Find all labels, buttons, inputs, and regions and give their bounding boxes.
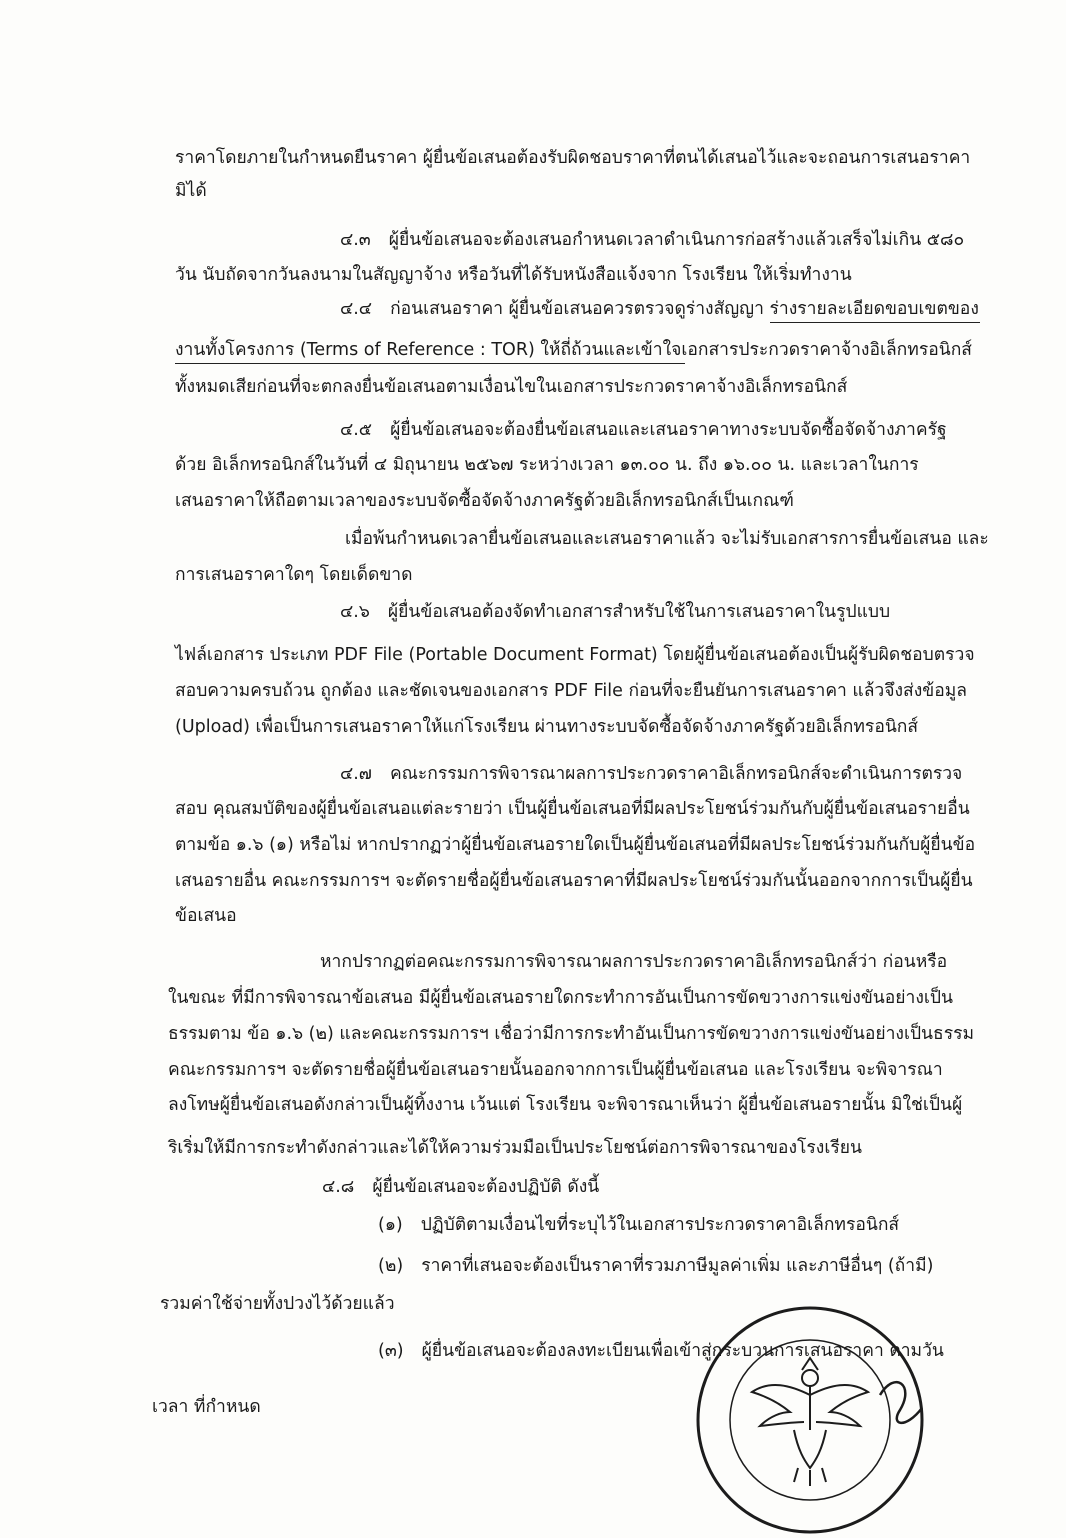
text-line: การเสนอราคาใดๆ โดยเด็ดขาด: [175, 565, 413, 585]
text-line: วัน นับถัดจากวันลงนามในสัญญาจ้าง หรือวันที่ได้รับหนังสือแจ้งจาก โรงเรียน ให้เริ่มทำงาน: [175, 265, 852, 285]
text-line: ผู้ยื่นข้อเสนอจะต้องปฏิบัติ ดังนี้: [372, 1177, 600, 1197]
text-line: ในขณะ ที่มีการพิจารณาข้อเสนอ มีผู้ยื่นข้อเสนอรายใดกระทำการอันเป็นการขัดขวางการแข่งขันอย่างเป็น: [168, 988, 953, 1008]
text-line: มิได้: [175, 181, 207, 201]
clause-4-7: [340, 762, 962, 786]
text-line: ลงโทษผู้ยื่นข้อเสนอดังกล่าวเป็นผู้ทิ้งงาน เว้นแต่ โรงเรียน จะพิจารณาเห็นว่า ผู้ยื่นข้อเสนอรายนั้น มิใช่เป็นผู้: [168, 1095, 963, 1115]
text-line: ผู้ยื่นข้อเสนอจะต้องยื่นข้อเสนอและเสนอราคาทางระบบจัดซื้อจัดจ้างภาครัฐ: [390, 420, 947, 440]
text-line: สอบ คุณสมบัติของผู้ยื่นข้อเสนอแต่ละรายว่า เป็นผู้ยื่นข้อเสนอที่มีผลประโยชน์ร่วมกันกับผู้ยื่นข้อเสนอรายอื่น: [175, 799, 970, 819]
text-line: ด้วย อิเล็กทรอนิกส์ในวันที่ ๔ มิถุนายน ๒๕๖๗ ระหว่างเวลา ๑๓.๐๐ น. ถึง ๑๖.๐๐ น. และเวลาในการ: [175, 455, 919, 475]
sub-item-1: [378, 1213, 899, 1237]
clause-4-6: [340, 600, 890, 624]
text-line: รวมค่าใช้จ่ายทั้งปวงไว้ด้วยแล้ว: [160, 1294, 395, 1314]
text-line: ทั้งหมดเสียก่อนที่จะตกลงยื่นข้อเสนอตามเงื่อนไขในเอกสารประกวดราคาจ้างอิเล็กทรอนิกส์: [175, 377, 848, 397]
text-line: หากปรากฏต่อคณะกรรมการพิจารณาผลการประกวดราคาอิเล็กทรอนิกส์ว่า ก่อนหรือ: [320, 952, 948, 972]
handwritten-underline: [770, 322, 980, 323]
text-line: เมื่อพ้นกำหนดเวลายื่นข้อเสนอและเสนอราคาแล้ว จะไม่รับเอกสารการยื่นข้อเสนอ และ: [345, 529, 989, 549]
clause-number: ๔.๕: [340, 420, 373, 440]
clause-4-4: [340, 297, 979, 321]
sub-item-number: (๑): [378, 1215, 403, 1235]
clause-4-3: [340, 228, 964, 252]
text-line: สอบความครบถ้วน ถูกต้อง และชัดเจนของเอกสาร PDF File ก่อนที่จะยืนยันการเสนอราคา แล้วจึงส่งข้อมูล: [175, 681, 968, 701]
text-line: งานทั้งโครงการ (Terms of Reference : TOR) ให้ถี่ถ้วนและเข้าใจเอกสารประกวดราคาจ้างอิเล็กทรอนิกส์: [175, 340, 972, 360]
sub-item-number: (๒): [378, 1256, 404, 1276]
text-line: ผู้ยื่นข้อเสนอจะต้องลงทะเบียนเพื่อเข้าสู่กระบวนการเสนอราคา ตามวัน: [421, 1341, 944, 1361]
text-line: ผู้ยื่นข้อเสนอจะต้องเสนอกำหนดเวลาดำเนินการก่อสร้างแล้วเสร็จไม่เกิน ๕๘๐: [388, 230, 965, 250]
text-line: (Upload) เพื่อเป็นการเสนอราคาให้แก่โรงเรียน ผ่านทางระบบจัดซื้อจัดจ้างภาครัฐด้วยอิเล็กทรอนิกส์: [175, 717, 919, 737]
text-line: ริเริ่มให้มีการกระทำดังกล่าวและได้ให้ความร่วมมือเป็นประโยชน์ต่อการพิจารณาของโรงเรียน: [168, 1138, 862, 1158]
text-line: ตามข้อ ๑.๖ (๑) หรือไม่ หากปรากฏว่าผู้ยื่นข้อเสนอรายใดเป็นผู้ยื่นข้อเสนอที่มีผลประโยชน์ร่วมกันกับผู้ยื่นข้อ: [175, 835, 976, 855]
sub-item-2: [378, 1254, 933, 1278]
handwritten-underline: [175, 363, 685, 364]
clause-4-5: [340, 418, 947, 442]
clause-number: ๔.๘: [322, 1177, 355, 1197]
text-line: ราคาโดยภายในกำหนดยืนราคา ผู้ยื่นข้อเสนอต้องรับผิดชอบราคาที่ตนได้เสนอไว้และจะถอนการเสนอราคา: [175, 148, 971, 168]
text-line: เสนอราคาให้ถือตามเวลาของระบบจัดซื้อจัดจ้างภาครัฐด้วยอิเล็กทรอนิกส์เป็นเกณฑ์: [175, 491, 794, 511]
clause-number: ๔.๔: [340, 299, 373, 319]
clause-number: ๔.๖: [340, 602, 370, 622]
text-line: ก่อนเสนอราคา ผู้ยื่นข้อเสนอควรตรวจดูร่างสัญญา ร่างรายละเอียดขอบเขตของ: [390, 299, 979, 319]
sub-item-number: (๓): [378, 1341, 404, 1361]
clause-number: ๔.๗: [340, 764, 372, 784]
text-line: เวลา ที่กำหนด: [152, 1397, 261, 1417]
text-line: ข้อเสนอ: [175, 906, 237, 926]
text-line: ผู้ยื่นข้อเสนอต้องจัดทำเอกสารสำหรับใช้ในการเสนอราคาในรูปแบบ: [387, 602, 891, 622]
text-line: คณะกรรมการพิจารณาผลการประกวดราคาอิเล็กทรอนิกส์จะดำเนินการตรวจ: [389, 764, 963, 784]
text-line: ธรรมตาม ข้อ ๑.๖ (๒) และคณะกรรมการฯ เชื่อว่ามีการกระทำอันเป็นการขัดขวางการแข่งขันอย่างเป็นธรรม: [168, 1024, 975, 1044]
official-seal-stamp: [690, 1300, 930, 1540]
text-line: ปฏิบัติตามเงื่อนไขที่ระบุไว้ในเอกสารประกวดราคาอิเล็กทรอนิกส์: [420, 1215, 900, 1235]
text-line: เสนอรายอื่น คณะกรรมการฯ จะตัดรายชื่อผู้ยื่นข้อเสนอราคาที่มีผลประโยชน์ร่วมกันนั้นออกจากการเป็นผู้ยื่น: [175, 871, 973, 891]
text-line: คณะกรรมการฯ จะตัดรายชื่อผู้ยื่นข้อเสนอรายนั้นออกจากการเป็นผู้ยื่นข้อเสนอ และโรงเรียน จะพิจารณา: [168, 1060, 943, 1080]
clause-number: ๔.๓: [340, 230, 371, 250]
text-line: ไฟล์เอกสาร ประเภท PDF File (Portable Document Format) โดยผู้ยื่นข้อเสนอต้องเป็นผู้รับผิดชอบตรวจ: [175, 645, 975, 665]
clause-4-8: [322, 1175, 599, 1199]
text-line: ราคาที่เสนอจะต้องเป็นราคาที่รวมภาษีมูลค่าเพิ่ม และภาษีอื่นๆ (ถ้ามี): [421, 1256, 934, 1276]
